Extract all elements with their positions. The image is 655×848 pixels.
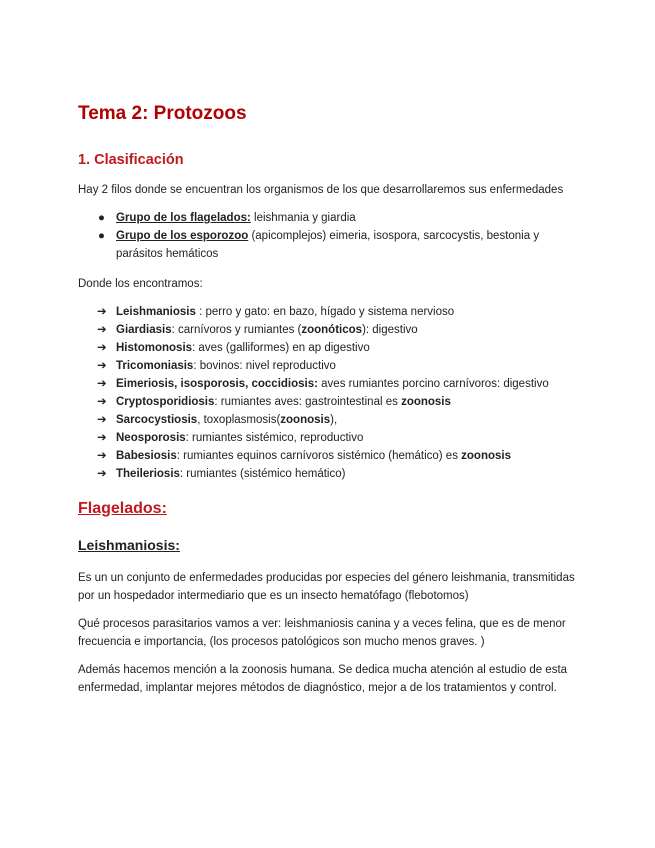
where-paragraph: Donde los encontramos: bbox=[78, 278, 203, 290]
list-item bbox=[78, 375, 578, 393]
list-item bbox=[78, 321, 578, 339]
arrow-icon: ➔ bbox=[97, 396, 107, 408]
disease-text: aves rumiantes porcino carnívoros: digestivo bbox=[317, 378, 549, 390]
disease-text: , toxoplasmosis( bbox=[197, 414, 281, 426]
group-text: leishmania y giardia bbox=[250, 212, 356, 224]
bullet-icon: ● bbox=[98, 212, 105, 224]
disease-name: Giardiasis bbox=[116, 324, 172, 336]
disease-name: Neosporosis bbox=[116, 432, 186, 444]
disease-text-end: ): digestivo bbox=[362, 324, 418, 336]
disease-name: Theileriosis bbox=[116, 468, 180, 480]
disease-text: : rumiantes (sistémico hemático) bbox=[179, 468, 346, 480]
arrow-icon: ➔ bbox=[97, 378, 107, 390]
disease-name: Cryptosporidiosis bbox=[116, 396, 215, 408]
group-list bbox=[78, 209, 578, 263]
disease-emphasis: zoonosis bbox=[401, 396, 451, 408]
arrow-icon: ➔ bbox=[97, 306, 107, 318]
disease-name: Eimeriosis, isosporosis, coccidiosis: bbox=[116, 378, 318, 390]
disease-text: : perro y gato: en bazo, hígado y sistema nervioso bbox=[195, 306, 455, 318]
arrow-icon: ➔ bbox=[97, 468, 107, 480]
group-text: (apicomplejos) eimeria, isospora, sarcocystis, bestonia y parásitos hemáticos bbox=[116, 230, 540, 260]
disease-text: : aves (galliformes) en ap digestivo bbox=[192, 342, 370, 354]
disease-emphasis: zoonosis bbox=[461, 450, 511, 462]
bullet-icon: ● bbox=[98, 230, 105, 242]
subheading-leishmaniosis: Leishmaniosis: bbox=[78, 537, 180, 553]
group-label: Grupo de los esporozoo bbox=[116, 230, 249, 242]
body-paragraph: Es un un conjunto de enfermedades producidas por especies del género leishmania, transmitidas por un hospedador intermediario que es un insecto hematófago (flebotomos) bbox=[78, 572, 575, 602]
body-paragraph: Además hacemos mención a la zoonosis humana. Se dedica mucha atención al estudio de esta enfermedad, implantar mejores métodos de diagnóstico, mejor a de los tratamientos y control. bbox=[78, 664, 568, 694]
disease-name: Sarcocystiosis bbox=[116, 414, 198, 426]
disease-text: : carnívoros y rumiantes ( bbox=[171, 324, 302, 336]
disease-name: Babesiosis bbox=[116, 450, 177, 462]
arrow-icon: ➔ bbox=[97, 414, 107, 426]
arrow-icon: ➔ bbox=[97, 360, 107, 372]
list-item bbox=[78, 465, 578, 483]
list-item bbox=[78, 339, 578, 357]
disease-text: : bovinos: nivel reproductivo bbox=[193, 360, 336, 372]
disease-name: Leishmaniosis bbox=[116, 306, 196, 318]
list-item bbox=[78, 227, 578, 263]
list-item bbox=[78, 447, 578, 465]
disease-list bbox=[78, 303, 578, 483]
intro-paragraph: Hay 2 filos donde se encuentran los organismos de los que desarrollaremos sus enfermedades bbox=[78, 184, 564, 196]
disease-name: Histomonosis bbox=[116, 342, 193, 354]
arrow-icon: ➔ bbox=[97, 342, 107, 354]
disease-text: : rumiantes aves: gastrointestinal es bbox=[214, 396, 402, 408]
body-paragraph: Qué procesos parasitarios vamos a ver: leishmaniosis canina y a veces felina, que es de menor frecuencia e importancia, (los procesos patológicos son mucho menos graves. ) bbox=[78, 618, 566, 648]
list-item bbox=[78, 357, 578, 375]
list-item bbox=[78, 429, 578, 447]
document-page bbox=[78, 100, 578, 697]
list-item bbox=[78, 209, 578, 227]
disease-emphasis: zoonóticos bbox=[301, 324, 363, 336]
disease-text: : rumiantes equinos carnívoros sistémico (hemático) es bbox=[176, 450, 462, 462]
arrow-icon: ➔ bbox=[97, 432, 107, 444]
document-title: Tema 2: Protozoos bbox=[78, 103, 247, 124]
list-item bbox=[78, 411, 578, 429]
section-heading-clasificacion: 1. Clasificación bbox=[78, 152, 184, 168]
disease-name: Tricomoniasis bbox=[116, 360, 194, 372]
arrow-icon: ➔ bbox=[97, 450, 107, 462]
arrow-icon: ➔ bbox=[97, 324, 107, 336]
list-item bbox=[78, 303, 578, 321]
disease-text-end: ), bbox=[330, 414, 338, 426]
disease-emphasis: zoonosis bbox=[280, 414, 331, 426]
group-label: Grupo de los flagelados: bbox=[116, 212, 251, 224]
disease-text: : rumiantes sistémico, reproductivo bbox=[185, 432, 364, 444]
list-item bbox=[78, 393, 578, 411]
section-heading-flagelados: Flagelados: bbox=[78, 500, 167, 517]
